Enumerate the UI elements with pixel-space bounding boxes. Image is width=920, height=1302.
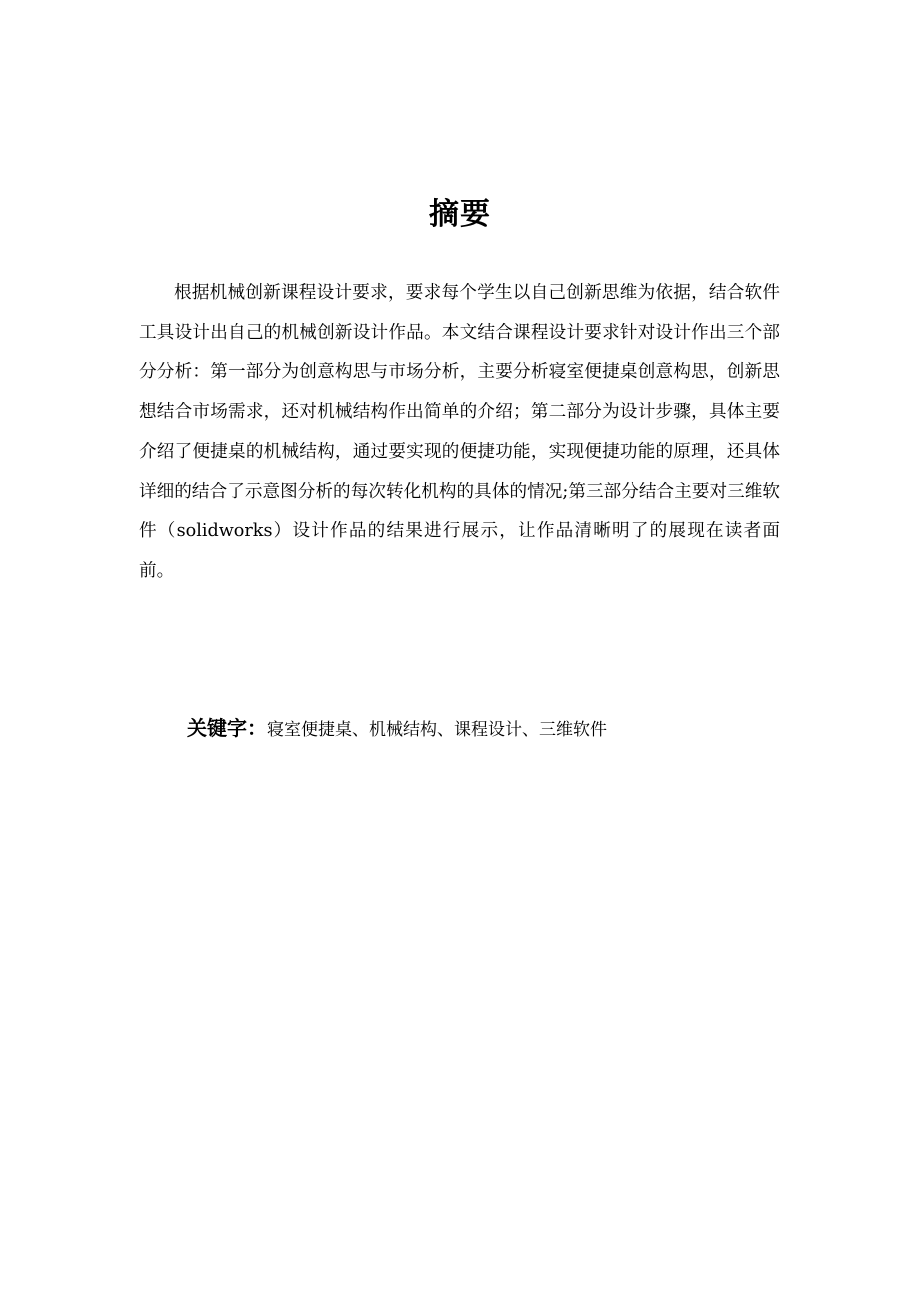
keywords-line [187, 710, 787, 748]
abstract-paragraph: 根据机械创新课程设计要求，要求每个学生以自己创新思维为依据，结合软件工具设计出自己的机械创新设计作品。本文结合课程设计要求针对设计作出三个部分分析：第一部分为创意构思与市场分析，主要分析寝室便捷桌创意构思，创新思想结合市场需求，还对机械结构作出简单的介绍；第二部分为设计步骤，具体主要介绍了便捷桌的机械结构，通过要实现的便捷功能，实现便捷功能的原理，还具体详细的结合了示意图分析的每次转化机构的具体的情况;第三部分结合主要对三维软件（solidworks）设计作品的结果进行展示，让作品清晰明了的展现在读者面前。 [139, 283, 780, 581]
keywords-text: 寝室便捷桌、机械结构、课程设计、三维软件 [267, 720, 607, 740]
page-title: 摘要 [429, 197, 491, 232]
keywords-label: 关键字： [187, 716, 267, 740]
